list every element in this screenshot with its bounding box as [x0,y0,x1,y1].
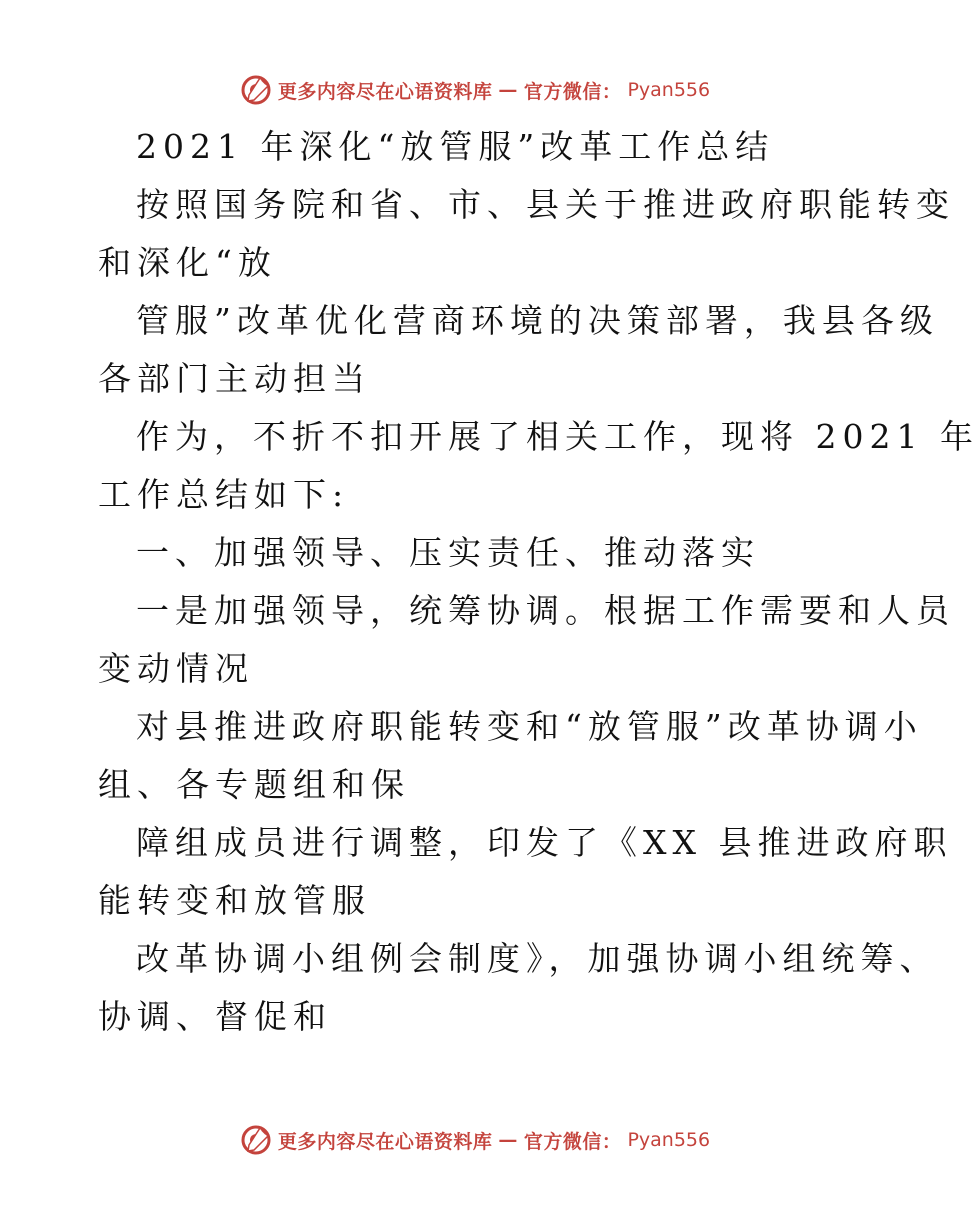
text-line: 按照国务院和省、市、县关于推进政府职能转变 [136,185,955,224]
text-line: 对县推进政府职能转变和“放管服”改革协调小 [136,707,923,746]
text-line: 各部门主动担当 [98,359,371,398]
text-line: 工作总结如下: [98,475,350,514]
watermark-separator: — [498,79,518,101]
watermark-text: 更多内容尽在心语资料库 [277,1130,493,1153]
watermark-separator: — [498,1129,518,1151]
header-watermark [0,70,950,110]
watermark-wechat-id: Pyan556 [627,1129,711,1151]
text-line: 作为，不折不扣开展了相关工作，现将 2021 年 [136,417,979,456]
pen-in-circle-icon [240,1124,272,1156]
pen-in-circle-icon [240,74,272,106]
text-line: 和深化“放 [98,243,277,282]
text-line: 管服”改革优化营商环境的决策部署，我县各级 [136,301,939,340]
text-line: 障组成员进行调整，印发了《XX 县推进政府职 [136,823,953,862]
watermark-wechat-id: Pyan556 [627,79,711,101]
text-line: 2021 年深化“放管服”改革工作总结 [136,127,775,166]
text-line: 变动情况 [98,649,254,688]
text-line: 组、各专题组和保 [98,765,410,804]
text-line: 一、加强领导、压实责任、推动落实 [136,533,760,572]
text-line: 改革协调小组例会制度》，加强协调小组统筹、 [136,939,939,978]
text-line: 一是加强领导，统筹协调。根据工作需要和人员 [136,591,955,630]
document-body [98,118,979,1046]
text-line: 协调、督促和 [98,997,332,1036]
watermark-wechat-label: 官方微信： [523,80,622,103]
text-line: 能转变和放管服 [98,881,371,920]
footer-watermark [0,1120,950,1160]
watermark-wechat-label: 官方微信： [523,1130,622,1153]
watermark-text: 更多内容尽在心语资料库 [277,80,493,103]
